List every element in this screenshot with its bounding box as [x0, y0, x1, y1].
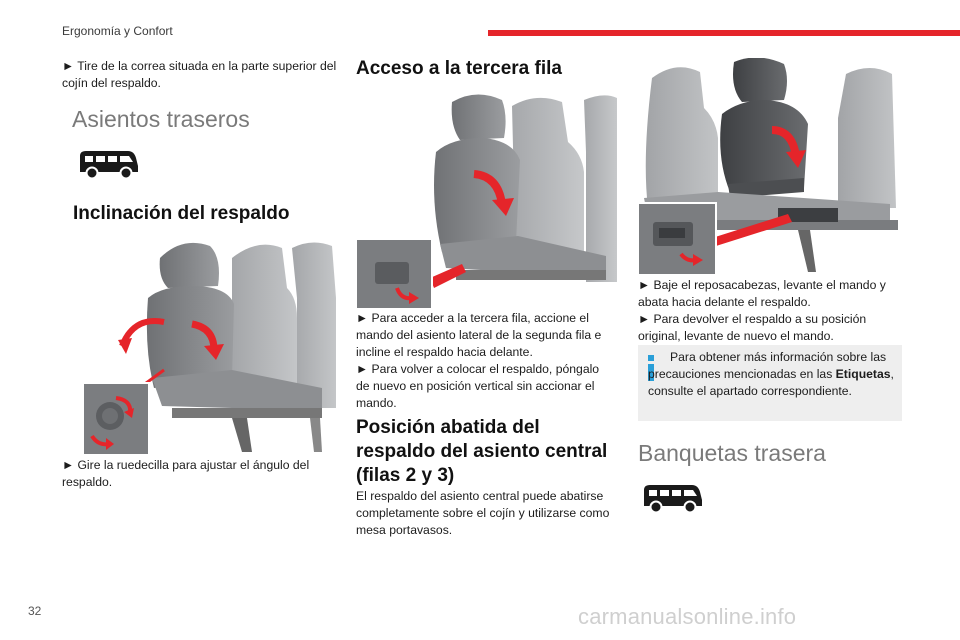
subtitle-posicion-abatida: Posición abatida del respaldo del asiento central (filas 2 y 3)	[356, 417, 608, 486]
watermark: carmanualsonline.info	[578, 604, 797, 629]
page-number: 32	[28, 604, 42, 618]
info-box	[638, 345, 902, 421]
title-acceso: Acceso a la tercera fila	[356, 58, 562, 79]
running-header: Ergonomía y Confort	[62, 24, 173, 38]
info-text: Para obtener más información sobre las precauciones mencionadas en las Etiquetas, consulte el apartado correspondiente.	[648, 350, 894, 398]
caption-text: ► Gire la ruedecilla para ajustar el ángulo del respaldo.	[62, 458, 310, 489]
van-icon	[76, 146, 140, 187]
header-accent-bar	[488, 30, 960, 36]
instruction-restore-back: ► Para devolver el respaldo a su posición original, levante de nuevo el mando.	[638, 312, 867, 343]
description-text: El respaldo del asiento central puede abatirse completamente sobre el cojín y utilizarse como mesa portavasos.	[356, 489, 610, 537]
instruction-lower-headrest: ► Baje el reposacabezas, levante el mando y abata hacia delante el respaldo.	[638, 278, 886, 309]
intro-text: ► Tire de la correa situada en la parte superior del cojín del respaldo.	[62, 59, 337, 90]
lever-lift-detail-inset	[637, 202, 717, 276]
lever-detail-inset	[355, 238, 433, 310]
col3-instructions	[638, 277, 900, 345]
intro-paragraph	[62, 58, 340, 92]
instruction-access: ► Para acceder a la tercera fila, accione el mando del asiento lateral de la segunda fila e incline el respaldo hacia delante.	[356, 311, 602, 359]
instruction-return: ► Para volver a colocar el respaldo, póngalo de nuevo en posición vertical sin accionar el mando.	[356, 362, 600, 410]
van-icon	[640, 480, 704, 521]
section-title-asientos: Asientos traseros	[72, 106, 250, 132]
section-title-banquetas: Banquetas trasera	[638, 440, 826, 466]
caption-col1	[62, 457, 334, 491]
info-bold-label: Etiquetas	[835, 367, 891, 381]
knob-detail-inset	[82, 382, 150, 456]
col2-description	[356, 488, 614, 539]
subtitle-inclinacion: Inclinación del respaldo	[73, 203, 290, 224]
col2-instructions	[356, 310, 614, 412]
